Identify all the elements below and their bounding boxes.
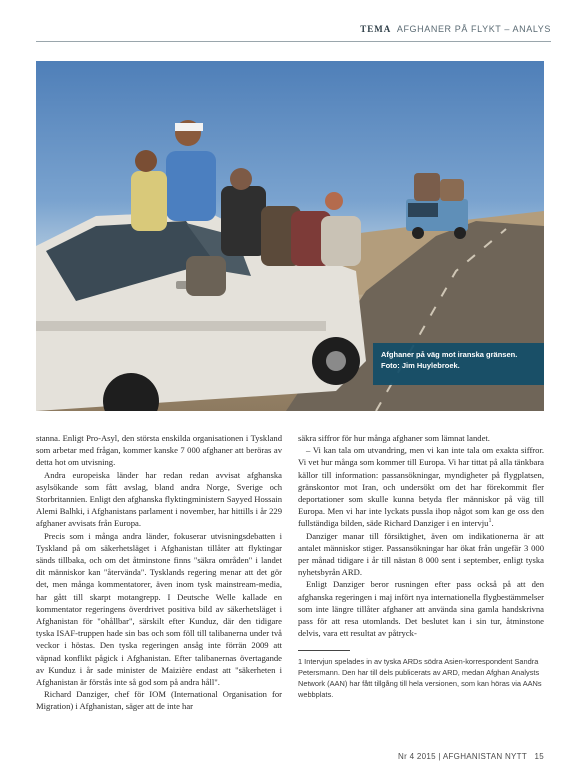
- paragraph: – Vi kan tala om utvandring, men vi kan inte tala om exakta siffror. Vi vet hur många som kommer till Europa. Vi har tittat på alla tänkbara källor till information: passansökningar, myndigheter på flygplatsen, gränskontor mot Iran, och undersökt om det har förekommit fler deportationer som skulle kunna betyda fler människor på väg till Europa. Men vi har inte lyckats pussla ihop något som kan ge oss den fullständiga bilden, säde Richard Danziger i en intervju$^1$.: [298, 445, 544, 529]
- left-column: [36, 432, 282, 713]
- quote-text: – Vi kan tala om utvandring, men vi kan inte tala om exakta siffror. Vi vet hur många som kommer till Europa. Vi har tittat på alla tänkbara källor till information: passansökningar, myndigheter på flygplatsen, gränskontor mot Iran, och undersökt om det har förekommit fler deportationer som skulle kunna betyda fler människor på väg till Europa. Men vi har inte lyckats pussla ihop något som kan ge oss den fullständiga bilden, säde Richard Danziger i en intervju: [298, 445, 544, 529]
- feature-photo: [36, 61, 544, 411]
- paragraph: Precis som i många andra länder, fokuserar utvisningsdebatten i Tyskland på om säkerhetsläget i Afghanistan tillåter att flyktingar sänds tillbaka, och om det åtminstone finns "säkra områden" i landet dit människor kan "återvända". Tysklands regering menar att det gör det, men många kommentatorer, även inom tysk mainstream-media, har gått till skarpt motangrepp. I Deutsche Welle kallade en kommentator regeringens överdrivet positiva bild av säkerhetsläget i Afghanistan för "ohållbar", särskilt efter Kunduz, där den tidigare tyska ISAF-truppen hade sin bas och som föll till talibanerna under två veckor i höstas. Den tyska regeringen ansåg inte förrän 2009 att väpnad konflikt pågick i Afghanistan. Efter talibanernas övertagande av Kunduz i år sade minister de Maizière endast att "säkerheten i Afghanistan är förstås inte så god som på andra håll".: [36, 530, 282, 688]
- header-section: AFGHANER PÅ FLYKT – ANALYS: [396, 24, 551, 34]
- paragraph: säkra siffror för hur många afghaner som lämnat landet.: [298, 433, 490, 443]
- issue-number: Nr 4 2015: [398, 752, 436, 761]
- photo-caption: [373, 343, 544, 385]
- running-header: [36, 24, 551, 38]
- footnote: 1 Intervjun spelades in av tyska ARDs södra Asien-korrespondent Sandra Petersmann. Den har till dels publicerats av ARD, medan Afghan Analysts Network (AAN) har fått tillgång till hela versionen, som kan höras via AANs webbplats.: [298, 657, 542, 699]
- footnote-rule: [298, 650, 350, 651]
- distant-truck: [406, 173, 468, 239]
- magazine-name: AFGHANISTAN NYTT: [442, 752, 527, 761]
- paragraph: Richard Danziger, chef för IOM (International Organisation for Migration) i Afghanistan, säger att de inte har: [36, 689, 282, 712]
- right-column: [298, 432, 544, 639]
- caption-credit: Foto: Jim Huylebroek.: [381, 361, 460, 370]
- caption-text: Afghaner på väg mot iranska gränsen.: [381, 350, 518, 359]
- page-footer: Nr 4 2015 | AFGHANISTAN NYTT 15: [398, 752, 544, 761]
- header-rule: [36, 41, 551, 42]
- header-tema: TEMA: [360, 24, 392, 34]
- paragraph: stanna. Enligt Pro-Asyl, den största enskilda organisationen i Tyskland som arbetar med frågan, kommer kanske 7 000 afghaner att beröras av detta hot om utvisning.: [36, 433, 282, 468]
- paragraph: Danziger manar till försiktighet, även om indikationerna är att antalet människor stiger. Passansökningar har ökat från ungefär 3 000 per månad tidigare i år till nästan 8 000 sent i september, enligt tyska nyhetsbyrån ARD.: [298, 530, 544, 578]
- paragraph: Enligt Danziger beror rusningen efter pass också på att den afghanska regeringen i maj infört nya internationella flygbestämmelser som inte längre tillåter afghaner att använda sina gamla handskrivna pass för att resa utomlands. Det beslutet kan i sin tur, åtminstone delvis, vara ett resultat av påtryck-: [298, 579, 544, 639]
- page-number: 15: [534, 752, 544, 761]
- footnote-ref[interactable]: 1: [488, 518, 492, 525]
- paragraph: Andra europeiska länder har redan redan avvisat afghanska asylsökande som fått avslag, bland andra Norge, Sverige och Storbritannien. Enligt den afghanska flyktingministern Sayyed Hossain Alemi Balhki, i Afghanistans parlament i november, har hittills i år 229 afghaner avvisats från Europa.: [36, 469, 282, 529]
